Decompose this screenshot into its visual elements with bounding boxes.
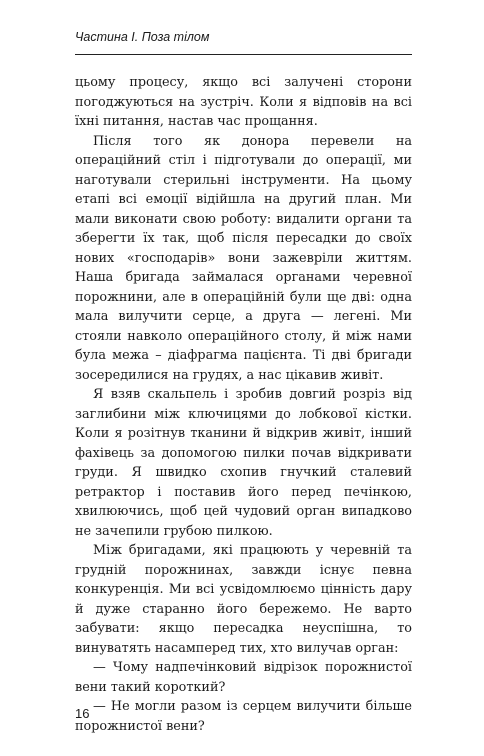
paragraph: Я взяв скальпель і зробив довгий розріз від заглибини між ключицями до лобкової кістки. Коли я розітнув тканини й відкрив живіт, інший фахівець за допомогою пилки почав відкривати груди. Я швидко схопив гнучкий сталевий ретрактор і поставив його перед печінкою, хвилюючись, щоб цей чудовий орган випадково не зачепили грубою пилкою. [75,387,412,539]
dialogue-line: — Чому надпечінковий відрізок порожнистої вени такий короткий? [75,660,412,695]
paragraph: Після того як донора перевели на операційний стіл і підготували до операції, ми наготували стерильні інструменти. На цьому етапі всі емоції відійшла на другий план. Ми мали виконати свою роботу: видалити органи та зберегти їх так, щоб після пересадки до своїх нових «господарів» вони зажевріли життям. Наша бригада займалася органами черевної порожнини, але в операційній були ще дві: одна мала вилучити серце, а друга — легені. Ми стояли навколо операційного столу, й між нами була межа – діафрагма пацієнта. Ті дві бригади зосередилися на грудях, а нас цікавив живіт. [75,133,412,383]
running-header: Частина I. Поза тілом [75,30,210,44]
dialogue-line: — Не могли разом із серцем вилучити більше порожнистої вени? [75,699,412,734]
paragraph-continuation: цьому процесу, якщо всі залучені сторони погоджуються на зустріч. Коли я відповів на всі їхні питання, настав час прощання. [75,75,412,129]
page-number: 16 [75,706,90,721]
paragraph: Між бригадами, які працюють у черевній та грудній порожнинах, завжди існує певна конкуренція. Ми всі усвідомлюємо цінність дару й дуже старанно його бережемо. Не варто забувати: якщо пересадка неуспішна, то винуватять насамперед тих, хто вилучав орган: [75,543,412,656]
header-divider [75,54,412,55]
body-text [75,73,412,736]
